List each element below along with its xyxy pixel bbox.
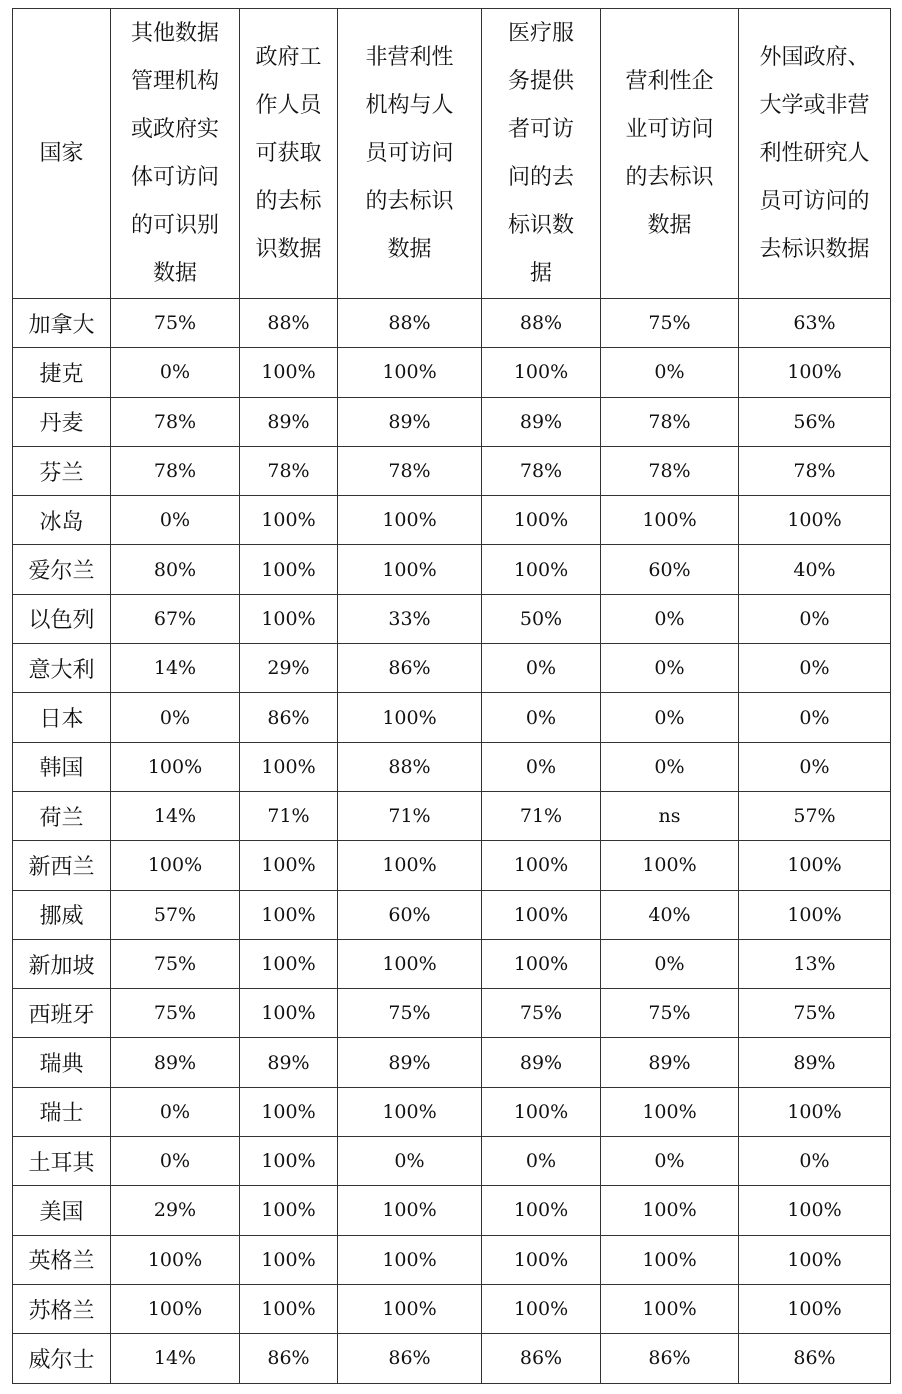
table-row [13, 1087, 891, 1136]
percentage-cell: 100% [240, 348, 338, 397]
column-header-label: 其他数据管理机构或政府实体可访问的可识别数据 [130, 20, 219, 286]
percentage-cell: 75% [111, 939, 240, 988]
percentage-cell: 89% [338, 397, 482, 446]
percentage-cell: 100% [240, 1087, 338, 1136]
table-row [13, 545, 891, 594]
percentage-cell: 0% [111, 693, 240, 742]
percentage-cell: 50% [482, 594, 601, 643]
percentage-cell: 14% [111, 1334, 240, 1383]
percentage-cell: 100% [601, 1087, 739, 1136]
percentage-cell: 56% [739, 397, 891, 446]
table-body [13, 299, 891, 1384]
percentage-cell: 78% [739, 446, 891, 495]
percentage-cell: 0% [111, 1137, 240, 1186]
percentage-cell: 100% [739, 1087, 891, 1136]
percentage-cell: 89% [338, 1038, 482, 1087]
percentage-cell: 0% [338, 1137, 482, 1186]
percentage-cell: 100% [240, 939, 338, 988]
percentage-cell: 78% [601, 397, 739, 446]
percentage-cell: 100% [240, 1284, 338, 1333]
country-cell: 英格兰 [13, 1235, 111, 1284]
percentage-cell: 89% [111, 1038, 240, 1087]
percentage-cell: 86% [338, 644, 482, 693]
percentage-cell: 78% [240, 446, 338, 495]
percentage-cell: 29% [240, 644, 338, 693]
country-cell: 芬兰 [13, 446, 111, 495]
percentage-cell: 75% [482, 989, 601, 1038]
country-cell: 挪威 [13, 890, 111, 939]
country-cell: 苏格兰 [13, 1284, 111, 1333]
percentage-cell: 0% [111, 496, 240, 545]
percentage-cell: 29% [111, 1186, 240, 1235]
percentage-cell: 100% [482, 1087, 601, 1136]
column-header-5 [601, 9, 739, 299]
percentage-cell: 100% [482, 841, 601, 890]
percentage-cell: 75% [111, 989, 240, 1038]
percentage-cell: 89% [601, 1038, 739, 1087]
country-cell: 荷兰 [13, 791, 111, 840]
country-cell: 瑞典 [13, 1038, 111, 1087]
percentage-cell: 60% [601, 545, 739, 594]
percentage-cell: 100% [739, 348, 891, 397]
percentage-cell: 78% [482, 446, 601, 495]
country-cell: 新西兰 [13, 841, 111, 890]
table-row [13, 1038, 891, 1087]
table-row [13, 841, 891, 890]
percentage-cell: 100% [338, 1235, 482, 1284]
percentage-cell: 100% [338, 1087, 482, 1136]
column-header-label: 医疗服务提供者可访问的去标识数据 [507, 20, 574, 286]
percentage-cell: 100% [338, 1186, 482, 1235]
table-row [13, 1334, 891, 1383]
percentage-cell: 0% [601, 939, 739, 988]
percentage-cell: 100% [338, 545, 482, 594]
percentage-cell: 89% [739, 1038, 891, 1087]
country-cell: 西班牙 [13, 989, 111, 1038]
percentage-cell: 100% [240, 594, 338, 643]
percentage-cell: 100% [739, 1186, 891, 1235]
percentage-cell: 89% [482, 1038, 601, 1087]
percentage-cell: 100% [111, 1284, 240, 1333]
table-row [13, 397, 891, 446]
percentage-cell: 86% [338, 1334, 482, 1383]
column-header-label: 非营利性机构与人员可访问的去标识数据 [365, 44, 454, 262]
percentage-cell: 100% [111, 1235, 240, 1284]
percentage-cell: 86% [601, 1334, 739, 1383]
country-cell: 丹麦 [13, 397, 111, 446]
percentage-cell: 0% [482, 1137, 601, 1186]
percentage-cell: 100% [240, 496, 338, 545]
table-row [13, 594, 891, 643]
percentage-cell: 57% [739, 791, 891, 840]
header-row [13, 9, 891, 299]
percentage-cell: 100% [240, 1235, 338, 1284]
percentage-cell: 88% [338, 742, 482, 791]
percentage-cell: 0% [482, 742, 601, 791]
percentage-cell: 100% [338, 693, 482, 742]
percentage-cell: 100% [240, 890, 338, 939]
percentage-cell: 60% [338, 890, 482, 939]
percentage-cell: 88% [482, 299, 601, 348]
table-row [13, 890, 891, 939]
percentage-cell: 0% [482, 693, 601, 742]
percentage-cell: 100% [482, 496, 601, 545]
percentage-cell: 80% [111, 545, 240, 594]
percentage-cell: 100% [739, 1235, 891, 1284]
percentage-cell: 0% [111, 348, 240, 397]
table-row [13, 693, 891, 742]
percentage-cell: 33% [338, 594, 482, 643]
percentage-cell: 0% [739, 1137, 891, 1186]
percentage-cell: 75% [739, 989, 891, 1038]
percentage-cell: 100% [240, 545, 338, 594]
country-cell: 美国 [13, 1186, 111, 1235]
column-header-label: 外国政府、大学或非营利性研究人员可访问的去标识数据 [759, 44, 870, 262]
percentage-cell: 100% [739, 841, 891, 890]
percentage-cell: 78% [111, 446, 240, 495]
percentage-cell: 0% [111, 1087, 240, 1136]
country-cell: 意大利 [13, 644, 111, 693]
percentage-cell: 100% [240, 1186, 338, 1235]
percentage-cell: ns [601, 791, 739, 840]
column-header-label: 营利性企业可访问的去标识数据 [625, 68, 714, 238]
percentage-cell: 86% [739, 1334, 891, 1383]
percentage-cell: 100% [338, 496, 482, 545]
table-row [13, 348, 891, 397]
percentage-cell: 100% [338, 348, 482, 397]
percentage-cell: 100% [482, 348, 601, 397]
table-row [13, 742, 891, 791]
percentage-cell: 100% [240, 841, 338, 890]
percentage-cell: 100% [482, 1186, 601, 1235]
percentage-cell: 100% [482, 545, 601, 594]
table-row [13, 1235, 891, 1284]
country-cell: 韩国 [13, 742, 111, 791]
percentage-cell: 100% [338, 1284, 482, 1333]
percentage-cell: 14% [111, 644, 240, 693]
percentage-cell: 71% [482, 791, 601, 840]
percentage-cell: 75% [338, 989, 482, 1038]
column-header-2 [240, 9, 338, 299]
percentage-cell: 71% [338, 791, 482, 840]
country-cell: 以色列 [13, 594, 111, 643]
column-header-label: 国家 [39, 140, 84, 166]
percentage-cell: 63% [739, 299, 891, 348]
percentage-cell: 0% [601, 693, 739, 742]
data-access-table [12, 8, 891, 1384]
percentage-cell: 100% [482, 939, 601, 988]
column-header-6 [739, 9, 891, 299]
percentage-cell: 67% [111, 594, 240, 643]
percentage-cell: 0% [739, 693, 891, 742]
percentage-cell: 100% [601, 1186, 739, 1235]
percentage-cell: 100% [240, 1137, 338, 1186]
table-row [13, 299, 891, 348]
table-row [13, 989, 891, 1038]
percentage-cell: 86% [482, 1334, 601, 1383]
country-cell: 日本 [13, 693, 111, 742]
table-row [13, 791, 891, 840]
percentage-cell: 100% [240, 989, 338, 1038]
percentage-cell: 88% [338, 299, 482, 348]
percentage-cell: 89% [240, 397, 338, 446]
column-header-0 [13, 9, 111, 299]
percentage-cell: 100% [482, 1235, 601, 1284]
percentage-cell: 71% [240, 791, 338, 840]
percentage-cell: 86% [240, 693, 338, 742]
percentage-cell: 75% [601, 989, 739, 1038]
percentage-cell: 100% [601, 841, 739, 890]
percentage-cell: 100% [739, 1284, 891, 1333]
percentage-cell: 0% [739, 594, 891, 643]
percentage-cell: 78% [111, 397, 240, 446]
percentage-cell: 75% [111, 299, 240, 348]
percentage-cell: 100% [739, 890, 891, 939]
percentage-cell: 0% [601, 1137, 739, 1186]
table-row [13, 939, 891, 988]
column-header-1 [111, 9, 240, 299]
percentage-cell: 100% [111, 841, 240, 890]
percentage-cell: 0% [601, 742, 739, 791]
percentage-cell: 100% [601, 1284, 739, 1333]
percentage-cell: 13% [739, 939, 891, 988]
percentage-cell: 100% [338, 841, 482, 890]
percentage-cell: 40% [739, 545, 891, 594]
country-cell: 新加坡 [13, 939, 111, 988]
country-cell: 土耳其 [13, 1137, 111, 1186]
percentage-cell: 0% [482, 644, 601, 693]
percentage-cell: 86% [240, 1334, 338, 1383]
country-cell: 威尔士 [13, 1334, 111, 1383]
percentage-cell: 100% [601, 1235, 739, 1284]
table-header [13, 9, 891, 299]
percentage-cell: 89% [240, 1038, 338, 1087]
percentage-cell: 100% [482, 890, 601, 939]
country-cell: 爱尔兰 [13, 545, 111, 594]
column-header-3 [338, 9, 482, 299]
percentage-cell: 100% [482, 1284, 601, 1333]
table-row [13, 1186, 891, 1235]
percentage-cell: 78% [338, 446, 482, 495]
percentage-cell: 75% [601, 299, 739, 348]
percentage-cell: 89% [482, 397, 601, 446]
percentage-cell: 0% [601, 348, 739, 397]
percentage-cell: 100% [739, 496, 891, 545]
country-cell: 冰岛 [13, 496, 111, 545]
percentage-cell: 88% [240, 299, 338, 348]
table-row [13, 496, 891, 545]
percentage-cell: 0% [739, 742, 891, 791]
percentage-cell: 57% [111, 890, 240, 939]
column-header-4 [482, 9, 601, 299]
percentage-cell: 14% [111, 791, 240, 840]
percentage-cell: 100% [338, 939, 482, 988]
column-header-label: 政府工作人员可获取的去标识数据 [255, 44, 322, 262]
table-row [13, 1284, 891, 1333]
table-row [13, 644, 891, 693]
percentage-cell: 0% [601, 594, 739, 643]
country-cell: 捷克 [13, 348, 111, 397]
table-row [13, 446, 891, 495]
percentage-cell: 78% [601, 446, 739, 495]
percentage-cell: 0% [601, 644, 739, 693]
country-cell: 加拿大 [13, 299, 111, 348]
table-row [13, 1137, 891, 1186]
percentage-cell: 100% [111, 742, 240, 791]
percentage-cell: 0% [739, 644, 891, 693]
country-cell: 瑞士 [13, 1087, 111, 1136]
percentage-cell: 100% [240, 742, 338, 791]
percentage-cell: 40% [601, 890, 739, 939]
percentage-cell: 100% [601, 496, 739, 545]
